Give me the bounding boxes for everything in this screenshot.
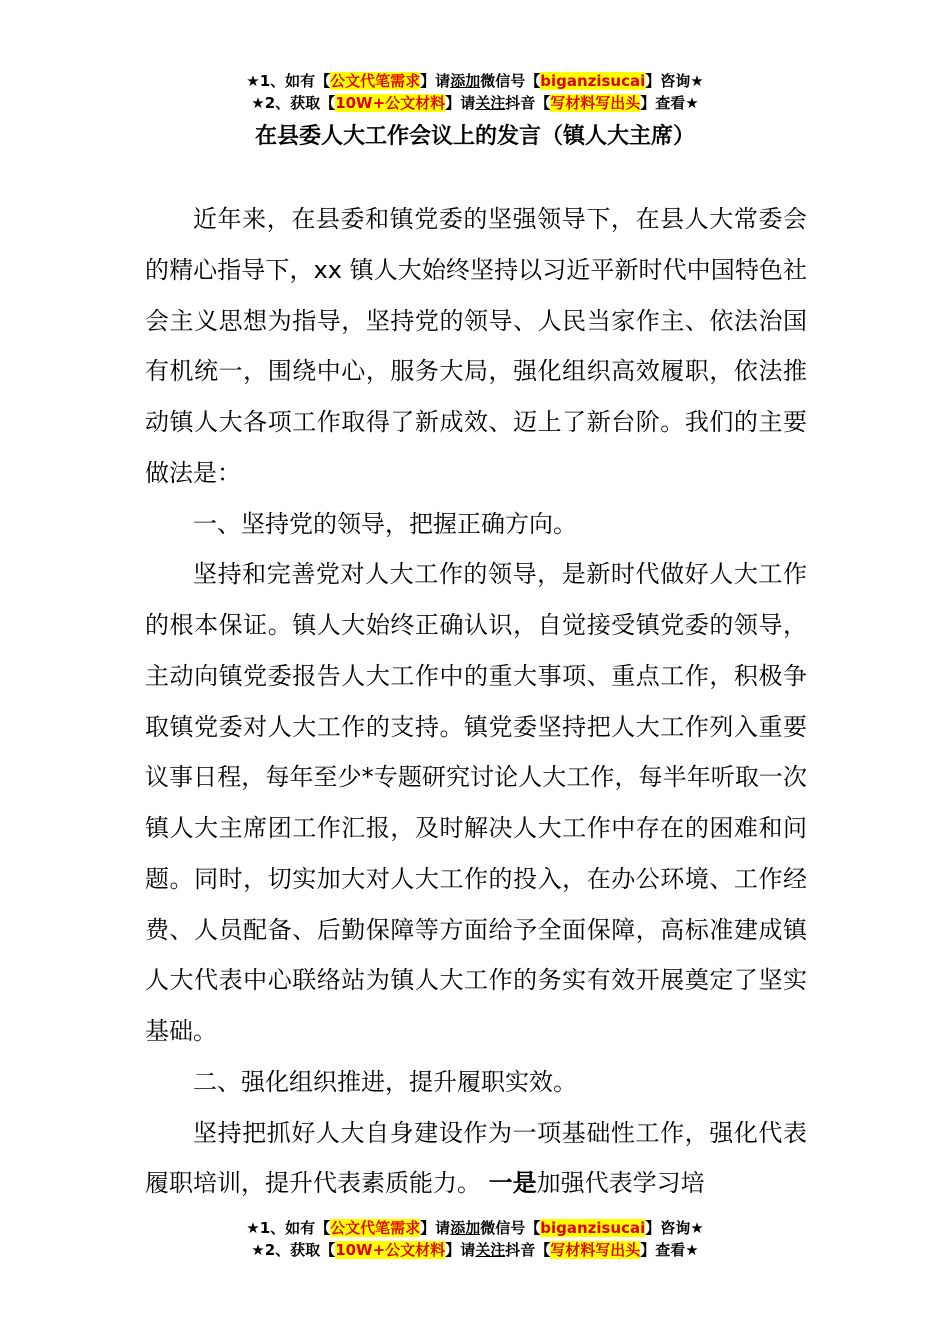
banner-douyin-name: 写材料写出头: [550, 94, 641, 112]
banner-text: 】请: [420, 1219, 451, 1237]
paragraph-intro: 近年来，在县委和镇党委的坚强领导下，在县人大常委会的精心指导下，xx 镇人大始终坚持以习近平新时代中国特色社会主义思想为指导，坚持党的领导、人民当家作主、依法治国有机统一，围绕中心，服务大局，强化组织高效履职，依法推动镇人大各项工作取得了新成效、迈上了新台阶。我们的主要做法是：: [145, 205, 807, 487]
banner-text: ★2、获取【: [251, 94, 336, 112]
banner-text: 】咨询★: [645, 1219, 704, 1237]
banner-highlight: 10W+公文材料: [335, 94, 446, 112]
banner-line-1: [0, 70, 950, 92]
banner-douyin-name: 写材料写出头: [550, 1241, 641, 1259]
banner-text: 】请: [420, 72, 451, 90]
banner-wechat-id: biganzisucai: [540, 72, 646, 90]
banner-text: 微信号【: [480, 1219, 541, 1237]
document-title: 在县委人大工作会议上的发言（镇人大主席）: [254, 124, 695, 149]
banner-text: 】咨询★: [645, 72, 704, 90]
banner-line-2: [0, 1239, 950, 1261]
section-heading-1: 一、坚持党的领导，把握正确方向。: [193, 509, 577, 538]
banner-underlined: 添加: [450, 1219, 481, 1237]
banner-underlined: 添加: [450, 72, 481, 90]
paragraph-text: 坚持把抓好人大自身建设作为一项基础性工作，强化代表履职培训，提升代表素质能力。: [145, 1118, 807, 1198]
banner-text: 抖音【: [505, 1241, 551, 1259]
banner-text: 】请: [445, 1241, 476, 1259]
banner-text: ★1、如有【: [246, 72, 331, 90]
banner-highlight: 公文代笔需求: [330, 1219, 421, 1237]
emphasis-text: 一是: [488, 1169, 537, 1198]
banner-text: 】查看★: [640, 94, 699, 112]
paragraph-section-1: 坚持和完善党对人大工作的领导，是新时代做好人大工作的根本保证。镇人大始终正确认识，自觉接受镇党委的领导，主动向镇党委报告人大工作中的重大事项、重点工作，积极争取镇党委对人大工作的支持。镇党委坚持把人大工作列入重要议事日程，每年至少*专题研究讨论人大工作，每半年听取一次镇人大主席团工作汇报，及时解决人大工作中存在的困难和问题。同时，切实加大对人大工作的投入，在办公环境、工作经费、人员配备、后勤保障等方面给予全面保障，高标准建成镇人大代表中心联络站为镇人大工作的务实有效开展奠定了坚实基础。: [145, 560, 807, 1045]
banner-text: 微信号【: [480, 72, 541, 90]
banner-text: ★2、获取【: [251, 1241, 336, 1259]
section-heading-2: 二、强化组织推进，提升履职实效。: [193, 1067, 577, 1096]
banner-text: ★1、如有【: [246, 1219, 331, 1237]
banner-text: 抖音【: [505, 94, 551, 112]
paragraph-text: 加强代表学习培: [536, 1169, 705, 1198]
document-body: [145, 194, 807, 1209]
banner-highlight: 公文代笔需求: [330, 72, 421, 90]
footer-banner: [0, 1217, 950, 1261]
banner-underlined: 关注: [475, 1241, 506, 1259]
header-banner: [0, 70, 950, 114]
banner-wechat-id: biganzisucai: [540, 1219, 646, 1237]
banner-line-1: [0, 1217, 950, 1239]
banner-highlight: 10W+公文材料: [335, 1241, 446, 1259]
banner-underlined: 关注: [475, 94, 506, 112]
banner-text: 】请: [445, 94, 476, 112]
paragraph-section-2: [145, 1108, 807, 1210]
banner-text: 】查看★: [640, 1241, 699, 1259]
banner-line-2: [0, 92, 950, 114]
